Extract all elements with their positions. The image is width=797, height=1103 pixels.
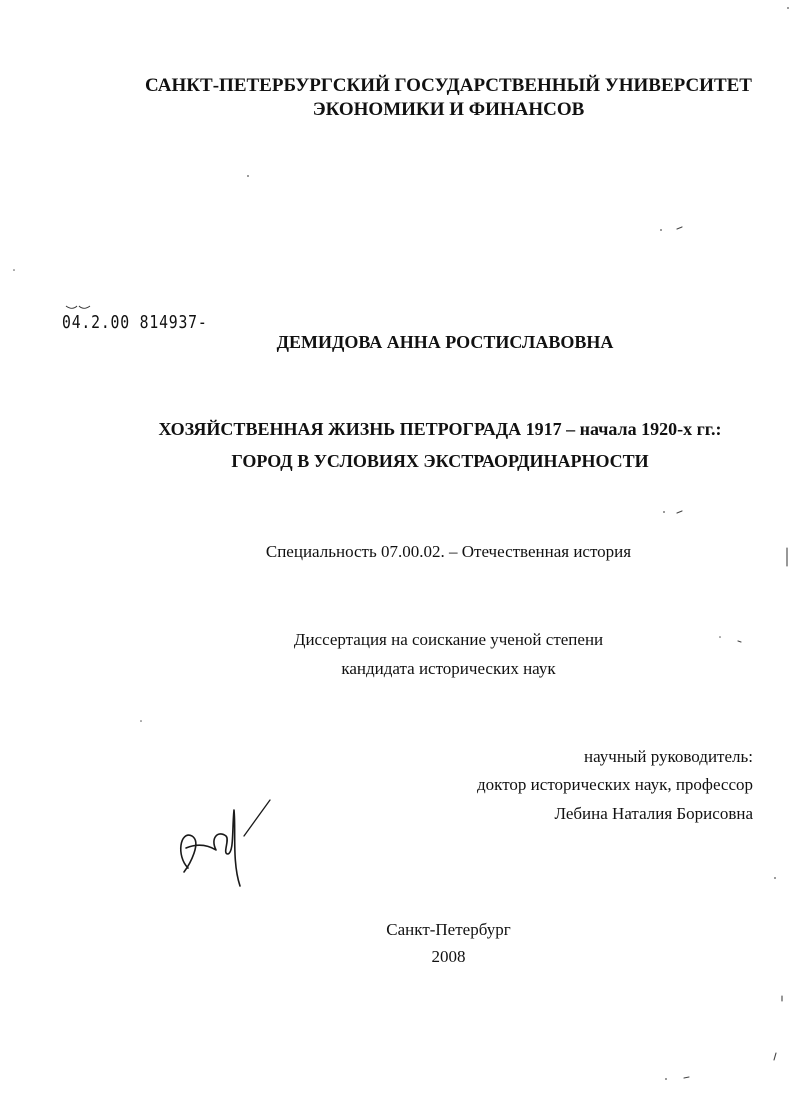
specialty: Специальность 07.00.02. – Отечественная история <box>265 542 632 561</box>
title-line-1: ХОЗЯЙСТВЕННАЯ ЖИЗНЬ ПЕТРОГРАДА 1917 – начала 1920-х гг.: <box>158 419 722 439</box>
dissertation-line-2: кандидата исторических наук <box>341 659 556 678</box>
supervisor-degree: доктор исторических наук, профессор <box>477 775 753 794</box>
university-line-2: ЭКОНОМИКИ И ФИНАНСОВ <box>312 99 585 120</box>
publication-year: 2008 <box>431 947 466 966</box>
catalog-code: 04.2.00 814937- <box>62 312 208 333</box>
supervisor-name: Лебина Наталия Борисовна <box>554 804 753 823</box>
publication-place: Санкт-Петербург <box>386 920 511 939</box>
title-line-2: ГОРОД В УСЛОВИЯХ ЭКСТРАОРДИНАРНОСТИ <box>231 451 649 471</box>
supervisor-label: научный руководитель: <box>584 747 753 766</box>
university-line-1: САНКТ-ПЕТЕРБУРГСКИЙ ГОСУДАРСТВЕННЫЙ УНИВЕРСИТЕТ <box>145 75 752 96</box>
dissertation-line-1: Диссертация на соискание ученой степени <box>293 630 604 649</box>
author-name: ДЕМИДОВА АННА РОСТИСЛАВОВНА <box>276 332 614 352</box>
